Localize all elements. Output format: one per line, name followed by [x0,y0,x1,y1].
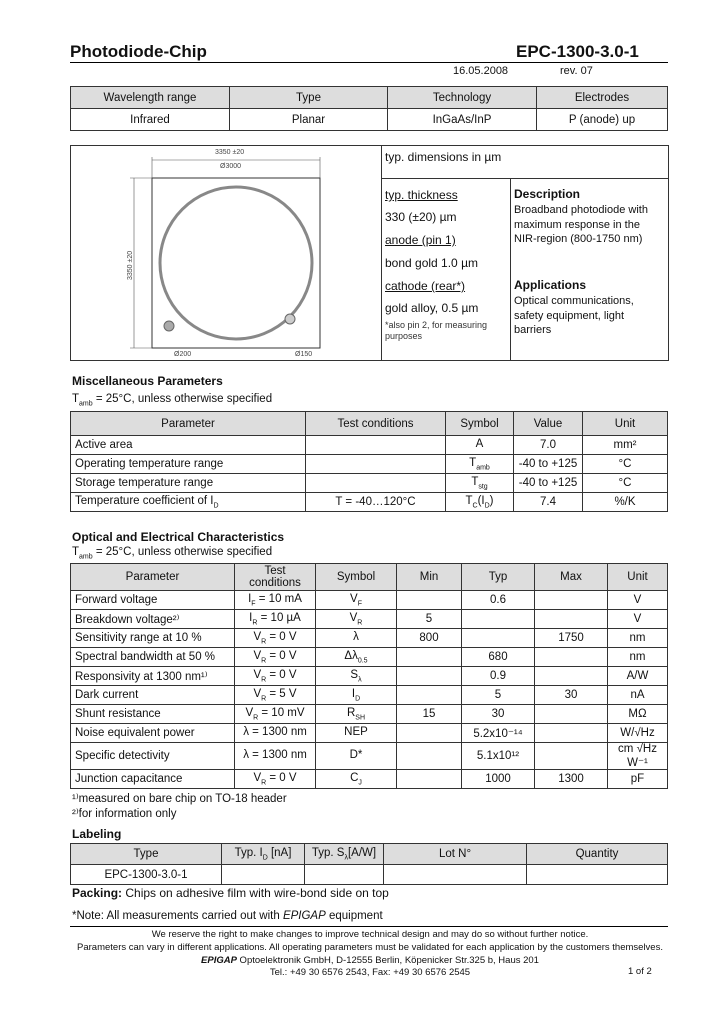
optical-max [535,591,608,610]
labeling-s [305,865,384,885]
footnote-2: ²⁾for information only [72,808,177,820]
footer-line-2: Parameters can vary in different applications. All operating parameters must be validated for each application by the customers themselves. [77,942,663,953]
chip-outline [152,178,320,348]
misc-header: Test conditions [306,412,446,436]
optical-symbol: $V_R$ [316,610,397,629]
summary-cell: InGaAs/InP [388,109,537,131]
optical-header: Parameter [71,564,235,591]
optical-max [535,610,608,629]
optical-min: 15 [397,705,462,724]
measurement-note: *Note: All measurements carried out with EPIGAP equipment [72,910,383,922]
summary-cell: Infrared [71,109,230,131]
part-number: EPC-1300-3.0-1 [516,42,639,61]
optical-symbol: D* [316,743,397,770]
optical-min [397,743,462,770]
table-row [71,770,668,789]
misc-symbol: $T_{stg}$ [446,474,514,493]
table-row [71,436,668,455]
labeling-header: Type [71,844,222,865]
optical-cond: $V_R = 0$ V [235,648,316,667]
dims-note: typ. dimensions in µm [385,150,502,164]
footer-line-3: EPIGAP Optoelektronik GmbH, D-12555 Berlin, Köpenicker Str.325 b, Haus 201 [201,955,539,966]
optical-unit: V [608,591,668,610]
misc-unit: °C [583,474,668,493]
optical-max: 1300 [535,770,608,789]
optical-symbol: λ [316,629,397,648]
optical-unit: V [608,610,668,629]
table-row [71,455,668,474]
misc-symbol: $T_{amb}$ [446,455,514,474]
misc-header: Value [514,412,583,436]
misc-title: Miscellaneous Parameters [72,374,223,388]
optical-cond: $V_R = 0$ V [235,770,316,789]
optical-unit: A/W [608,667,668,686]
optical-max [535,667,608,686]
table-row [71,629,668,648]
optical-typ: 0.6 [462,591,535,610]
labeling-quantity [527,865,668,885]
optical-typ [462,610,535,629]
summary-cell: Planar [230,109,388,131]
optical-typ: 5 [462,686,535,705]
optical-param: Forward voltage [71,591,235,610]
optical-min [397,686,462,705]
labeling-type: EPC-1300-3.0-1 [71,865,222,885]
optical-param: Noise equivalent power [71,724,235,743]
description-text: Broadband photodiode with maximum response in the NIR-region (800-1750 nm) [514,204,648,245]
spec-divider-v [510,178,511,360]
misc-value: 7.4 [514,493,583,512]
misc-symbol: $T_C(I_D)$ [446,493,514,512]
thickness-label: typ. thickness [385,188,458,202]
dim-bottom-left: Ø200 [174,351,192,358]
optical-param: Specific detectivity [71,743,235,770]
footer-rule [70,926,668,927]
misc-header: Parameter [71,412,306,436]
optical-max [535,724,608,743]
optical-cond: $V_R = 0$ V [235,667,316,686]
misc-condition: $T_{amb} = 25^\circ C$, unless otherwise specified [72,393,273,408]
page-title: Photodiode-Chip [70,42,207,61]
dim-side: 3350 ±20 [127,250,134,280]
optical-cond: $V_R = 0$ V [235,629,316,648]
optical-param: Junction capacitance [71,770,235,789]
cathode-note: *also pin 2, for measuring purposes [385,320,488,341]
table-row [71,667,668,686]
optical-param: Dark current [71,686,235,705]
dim-diameter: Ø3000 [220,163,242,170]
optical-cond: $I_F = 10$ mA [235,591,316,610]
summary-table [70,86,668,131]
labeling-title: Labeling [72,827,122,841]
misc-header: Unit [583,412,668,436]
misc-unit: mm² [583,436,668,455]
optical-max [535,743,608,770]
optical-header: Test conditions [235,564,316,591]
table-row [71,705,668,724]
misc-param: Storage temperature range [71,474,306,493]
optical-param: Responsivity at 1300 nm¹⁾ [71,667,235,686]
optical-symbol: $S_\lambda$ [316,667,397,686]
optical-typ: 1000 [462,770,535,789]
summary-header: Technology [388,87,537,109]
optical-unit: MΩ [608,705,668,724]
labeling-header: Typ. $S_\lambda[A/W]$ [305,844,384,865]
table-row [71,724,668,743]
bond-pad-right [285,314,295,324]
table-row [71,686,668,705]
chip-drawing [70,145,381,359]
misc-value: -40 to +125 [514,455,583,474]
optical-symbol: $V_F$ [316,591,397,610]
optical-typ: 30 [462,705,535,724]
optical-unit: pF [608,770,668,789]
summary-header: Electrodes [537,87,668,109]
footer-line-1: We reserve the right to make changes to improve technical design and may do so without further notice. [151,929,589,940]
misc-table [70,411,668,512]
misc-param: Operating temperature range [71,455,306,474]
summary-header: Type [230,87,388,109]
optical-max [535,705,608,724]
optical-min: 800 [397,629,462,648]
misc-param: Temperature coefficient of $I_D$ [71,493,306,512]
summary-cell: P (anode) up [537,109,668,131]
optical-symbol: $R_{SH}$ [316,705,397,724]
anode-label: anode (pin 1) [385,233,456,247]
optical-typ: 680 [462,648,535,667]
misc-unit: °C [583,455,668,474]
optical-param: Breakdown voltage²⁾ [71,610,235,629]
footer-line-4: Tel.: +49 30 6576 2543, Fax: +49 30 6576 2545 [269,967,471,978]
optical-param: Sensitivity range at 10 % [71,629,235,648]
optical-header: Typ [462,564,535,591]
date: 16.05.2008 [453,65,509,77]
labeling-header: Typ. $I_D$ [nA] [222,844,305,865]
optical-min: 5 [397,610,462,629]
optical-symbol: NEP [316,724,397,743]
optical-header: Symbol [316,564,397,591]
labeling-table [70,843,668,885]
applications-title: Applications [514,278,587,292]
misc-unit: %/K [583,493,668,512]
optical-header: Min [397,564,462,591]
table-row [71,648,668,667]
labeling-id [222,865,305,885]
misc-symbol: A [446,436,514,455]
optical-min [397,648,462,667]
optical-min [397,770,462,789]
optical-title: Optical and Electrical Characteristics [72,530,285,544]
optical-header: Unit [608,564,668,591]
optical-max: 1750 [535,629,608,648]
optical-min [397,667,462,686]
misc-cond [306,436,446,455]
optical-unit: nA [608,686,668,705]
optical-symbol: $C_J$ [316,770,397,789]
labeling-lot [384,865,527,885]
dim-bottom-right: Ø150 [295,351,313,358]
labeling-header: Lot N° [384,844,527,865]
misc-param: Active area [71,436,306,455]
page-number: 1 of 2 [628,966,652,977]
optical-typ [462,629,535,648]
dim-top: 3350 ±20 [215,149,245,156]
optical-header: Max [535,564,608,591]
misc-value: 7.0 [514,436,583,455]
optical-cond: $I_R = 10$ µA [235,610,316,629]
optical-unit: W/√Hz [608,724,668,743]
labeling-header: Quantity [527,844,668,865]
misc-header: Symbol [446,412,514,436]
optical-table [70,563,668,789]
spec-divider-h [381,178,668,179]
optical-typ: 0.9 [462,667,535,686]
description-title: Description [514,187,581,201]
applications-text: Optical communications, safety equipment, light barriers [514,295,634,336]
footnote-1: ¹⁾measured on bare chip on TO-18 header [72,793,287,805]
misc-cond [306,474,446,493]
table-row [71,610,668,629]
optical-typ: 5.1x10¹² [462,743,535,770]
optical-min [397,724,462,743]
table-row [71,743,668,770]
optical-param: Spectral bandwidth at 50 % [71,648,235,667]
anode-value: bond gold 1.0 µm [385,256,478,270]
optical-max [535,648,608,667]
summary-header: Wavelength range [71,87,230,109]
optical-unit: nm [608,648,668,667]
table-row [71,493,668,512]
optical-param: Shunt resistance [71,705,235,724]
optical-cond: λ = 1300 nm [235,724,316,743]
misc-cond [306,455,446,474]
cathode-value: gold alloy, 0.5 µm [385,301,479,315]
optical-symbol: $\Delta\lambda_{0.5}$ [316,648,397,667]
optical-unit: nm [608,629,668,648]
optical-symbol: $I_D$ [316,686,397,705]
table-row [71,591,668,610]
optical-min [397,591,462,610]
cathode-label: cathode (rear*) [385,279,466,293]
misc-cond: T = -40…120°C [306,493,446,512]
table-row [71,474,668,493]
bond-pad-left [164,321,174,331]
packing: Packing: Chips on adhesive film with wire-bond side on top [72,886,389,900]
revision: rev. 07 [560,65,593,77]
optical-cond: $V_R = 5$ V [235,686,316,705]
misc-value: -40 to +125 [514,474,583,493]
optical-max: 30 [535,686,608,705]
header-rule [70,62,668,63]
optical-cond: $V_R = 10$ mV [235,705,316,724]
optical-condition: $T_{amb} = 25^\circ C$, unless otherwise specified [72,546,273,561]
thickness-value: 330 (±20) µm [385,210,457,224]
table-row [71,865,668,885]
optical-cond: λ = 1300 nm [235,743,316,770]
optical-typ: 5.2x10⁻¹⁴ [462,724,535,743]
optical-unit: cm √Hz W⁻¹ [608,743,668,770]
